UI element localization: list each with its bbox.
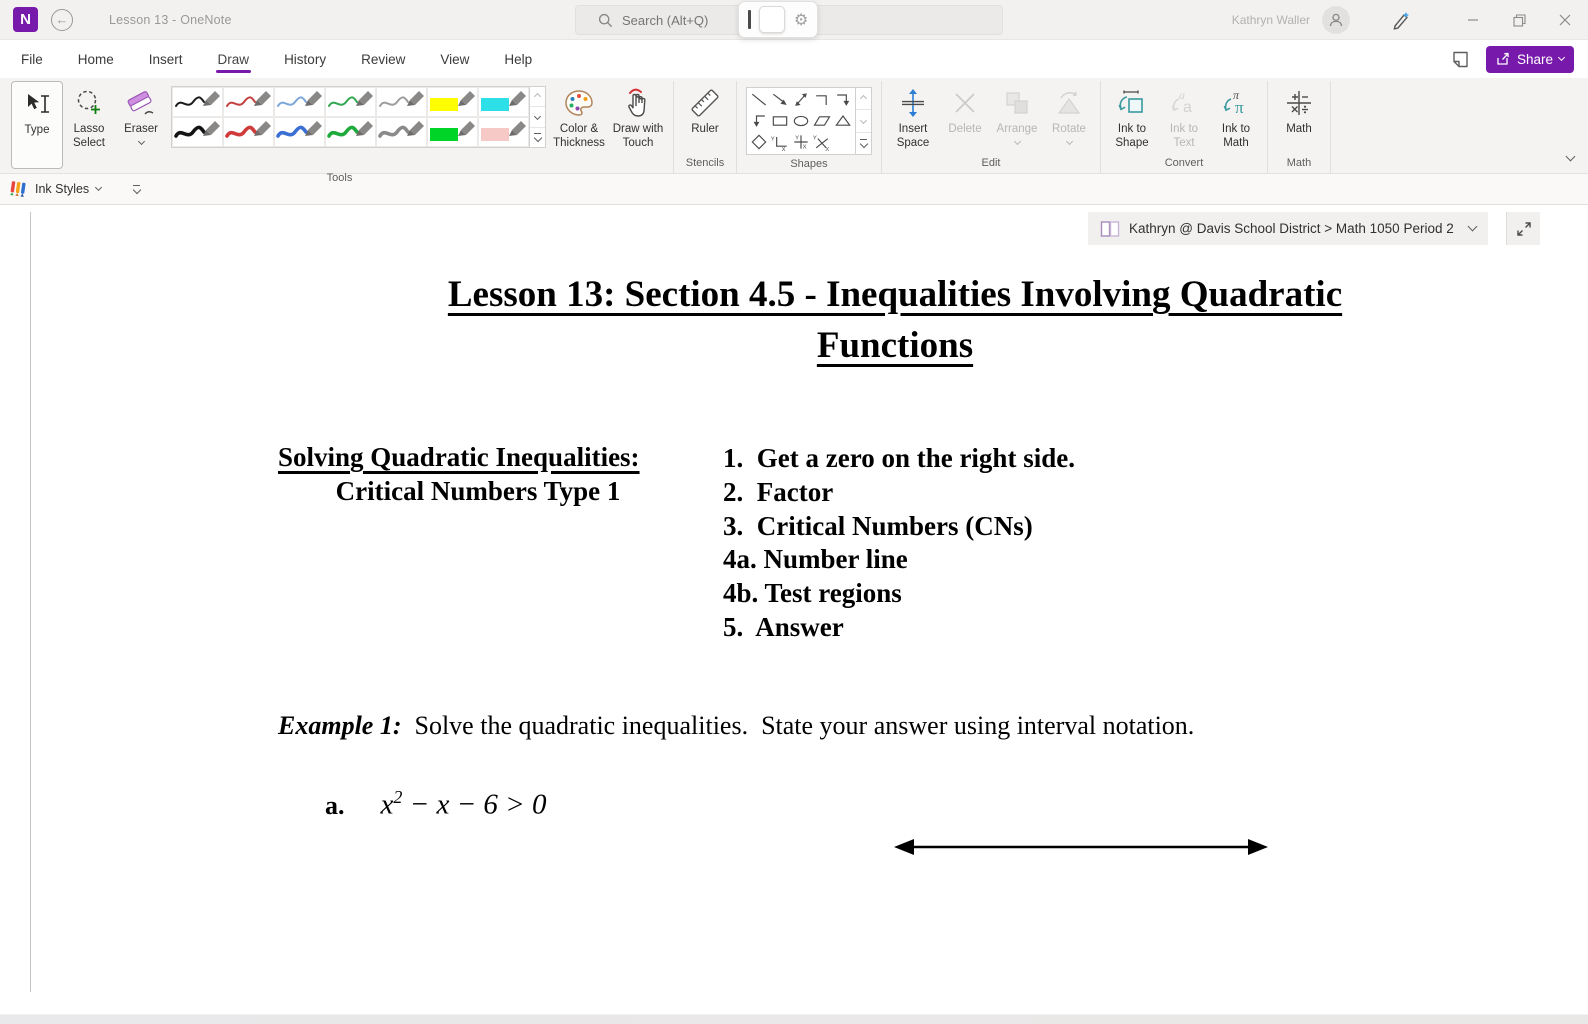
search-icon <box>598 13 613 28</box>
gray-marker[interactable] <box>376 117 427 147</box>
menu-home[interactable]: Home <box>77 51 114 67</box>
user-name: Kathryn Waller <box>1231 13 1310 27</box>
breadcrumb-text: Kathryn @ Davis School District > Math 1050 Period 2 <box>1129 221 1454 236</box>
step-line: 4b. Test regions <box>723 578 902 609</box>
shape-line[interactable] <box>749 90 769 110</box>
ink-to-math-label: Ink to Math <box>1221 123 1251 149</box>
onenote-logo-icon: N <box>13 7 38 32</box>
blue-marker[interactable] <box>274 117 325 147</box>
share-label: Share <box>1516 51 1553 67</box>
item-label: a. <box>325 790 345 820</box>
draw-with-touch-label: Draw with Touch <box>612 123 664 149</box>
group-label-edit: Edit <box>981 157 1001 169</box>
pink-highlighter[interactable] <box>478 117 529 147</box>
color-swatch[interactable] <box>759 6 785 33</box>
shape-gallery-down[interactable] <box>856 110 871 132</box>
shape-axis-quadrant[interactable] <box>770 132 790 152</box>
shape-triangle[interactable] <box>833 111 853 131</box>
ink-to-shape-button[interactable] <box>1106 81 1158 150</box>
expand-icon <box>1516 221 1532 237</box>
step-line: 4a. Number line <box>723 544 908 575</box>
group-label-tools: Tools <box>326 172 353 184</box>
pen-gallery-arrows <box>529 86 546 148</box>
close-button[interactable] <box>1542 0 1588 40</box>
silver-pen[interactable] <box>376 87 427 117</box>
svg-text:a: a <box>1179 88 1185 102</box>
page-title <box>330 269 1460 371</box>
shape-diamond[interactable] <box>749 132 769 152</box>
arrange-label: Arrange <box>996 123 1038 135</box>
rotate-label: Rotate <box>1052 123 1086 135</box>
shape-rectangle[interactable] <box>770 111 790 131</box>
pen-gallery-down[interactable] <box>530 107 545 127</box>
taskbar-strip <box>0 1014 1588 1024</box>
math-icon <box>1284 86 1314 120</box>
rotate-button <box>1043 81 1095 144</box>
green-marker[interactable] <box>325 117 376 147</box>
step-line: 1. Get a zero on the right side. <box>723 443 1075 473</box>
equation-line <box>325 787 546 822</box>
color-thickness-label: Color & Thickness <box>553 123 605 149</box>
shape-elbow[interactable] <box>812 90 832 110</box>
page-title-line2: Functions <box>816 325 974 366</box>
text-cursor-icon <box>748 10 751 29</box>
menu-insert[interactable]: Insert <box>148 51 183 67</box>
math-button[interactable] <box>1273 81 1325 137</box>
svg-text:X: X <box>802 144 807 151</box>
breadcrumb[interactable] <box>1088 212 1488 245</box>
lasso-select-button[interactable] <box>63 81 115 150</box>
svg-text:Y: Y <box>770 136 775 143</box>
menu-draw[interactable]: Draw <box>216 43 252 76</box>
group-label-convert: Convert <box>1164 157 1204 169</box>
ink-to-shape-label: Ink to Shape <box>1115 123 1149 149</box>
ink-styles-label: Ink Styles <box>35 182 90 196</box>
shape-gallery <box>746 87 855 155</box>
steps-list <box>723 442 1075 645</box>
shape-elbow-arrow-left[interactable] <box>749 111 769 131</box>
menu-items <box>19 43 534 76</box>
breadcrumb-chevron[interactable] <box>1467 222 1477 232</box>
red-pen[interactable] <box>223 87 274 117</box>
back-button[interactable]: ← <box>51 9 73 31</box>
shape-arrow[interactable] <box>770 90 790 110</box>
page-title-line1: Lesson 13: Section 4.5 - Inequalities Involving Quadratic <box>447 274 1343 315</box>
delete-label: Delete <box>948 123 982 135</box>
svg-text:Y: Y <box>795 135 800 142</box>
shape-gallery-arrows <box>855 87 872 155</box>
shape-gallery-up[interactable] <box>856 88 871 110</box>
shape-parallelogram[interactable] <box>812 111 832 131</box>
light-blue-pen[interactable] <box>274 87 325 117</box>
input-flyout <box>738 1 818 38</box>
menu-bar <box>0 40 1588 78</box>
cyan-highlighter[interactable] <box>478 87 529 117</box>
share-button[interactable] <box>1486 46 1574 73</box>
shape-ellipse[interactable] <box>791 111 811 131</box>
share-icon <box>1496 52 1511 66</box>
menu-help[interactable]: Help <box>504 51 533 67</box>
arrange-icon <box>1003 86 1031 120</box>
rotate-icon <box>1054 86 1084 120</box>
insert-space-button[interactable] <box>887 81 939 150</box>
example-label: Example 1: <box>278 711 402 740</box>
equation: $x^2 - x - 6 > 0$ <box>380 787 547 821</box>
red-marker[interactable] <box>223 117 274 147</box>
delete-button <box>939 81 991 137</box>
expand-page-button[interactable] <box>1506 212 1540 245</box>
step-line: 2. Factor <box>723 476 834 507</box>
ink-styles-pin-icon[interactable] <box>133 185 140 194</box>
green-highlighter[interactable] <box>427 117 478 147</box>
minimize-button[interactable] <box>1450 0 1496 40</box>
palette-icon <box>563 86 595 120</box>
shape-elbow-arrow[interactable] <box>833 90 853 110</box>
ink-to-math-icon <box>1220 86 1252 120</box>
delete-icon <box>952 86 978 120</box>
svg-text:X: X <box>781 147 786 153</box>
section-heading: Solving Quadratic Inequalities: <box>278 442 640 472</box>
black-marker[interactable] <box>172 117 223 147</box>
shape-axis-slant[interactable] <box>812 132 832 152</box>
notebook-icon <box>1100 220 1120 238</box>
insert-space-icon <box>898 86 928 120</box>
person-icon <box>1328 12 1344 28</box>
group-label-math: Math <box>1286 157 1312 169</box>
gear-icon[interactable]: ⚙ <box>793 10 809 29</box>
ruler-icon <box>689 86 721 120</box>
avatar[interactable] <box>1322 6 1350 34</box>
green-pen[interactable] <box>325 87 376 117</box>
ink-to-shape-icon <box>1116 86 1148 120</box>
svg-text:π: π <box>1235 98 1244 117</box>
restore-button[interactable] <box>1496 0 1542 40</box>
page-margin-line <box>30 212 31 992</box>
number-line-arrow[interactable] <box>892 834 1270 860</box>
group-label-stencils: Stencils <box>685 157 725 169</box>
feed-panel-icon[interactable] <box>1451 50 1470 69</box>
svg-text:X: X <box>825 147 830 153</box>
svg-text:π: π <box>1233 88 1240 102</box>
title-bar <box>0 0 1588 40</box>
svg-text:Y: Y <box>812 135 817 142</box>
color-thickness-button[interactable] <box>550 81 608 150</box>
svg-text:a: a <box>1183 99 1192 116</box>
type-label: Type <box>24 124 50 136</box>
inking-pen-icon[interactable] <box>1390 9 1412 31</box>
ink-to-text-button <box>1158 81 1210 150</box>
ribbon-group-tools <box>6 81 674 184</box>
ribbon-group-convert <box>1101 81 1268 173</box>
heading-block <box>278 442 678 507</box>
example-line <box>278 711 1194 741</box>
ribbon-collapse-button[interactable] <box>1567 147 1574 165</box>
touch-hand-icon <box>623 86 653 120</box>
type-icon <box>22 87 52 121</box>
type-button[interactable] <box>11 81 63 169</box>
ruler-button[interactable] <box>679 81 731 137</box>
lasso-icon <box>74 86 104 120</box>
pen-gallery-more[interactable] <box>530 128 545 147</box>
draw-with-touch-button[interactable] <box>608 81 668 150</box>
eraser-icon <box>125 86 157 120</box>
menu-history[interactable]: History <box>284 51 327 67</box>
step-line: 5. Answer <box>723 611 844 642</box>
eraser-label: Eraser <box>124 123 158 135</box>
math-label: Math <box>1286 123 1312 135</box>
ribbon-group-stencils <box>674 81 737 173</box>
ribbon-group-math <box>1268 81 1331 173</box>
pen-gallery-up[interactable] <box>530 87 545 107</box>
yellow-highlighter[interactable] <box>427 87 478 117</box>
shape-axis-cross[interactable] <box>791 132 811 152</box>
ribbon-group-edit <box>882 81 1101 173</box>
group-label-shapes: Shapes <box>790 158 828 170</box>
ribbon-group-shapes <box>737 81 882 173</box>
lasso-label: Lasso Select <box>73 123 105 149</box>
eraser-button[interactable] <box>115 81 167 144</box>
app-title: Lesson 13 - OneNote <box>109 12 232 27</box>
shape-double-arrow[interactable] <box>791 90 811 110</box>
menu-file[interactable]: File <box>21 51 43 67</box>
ink-to-math-button[interactable] <box>1210 81 1262 150</box>
arrange-button <box>991 81 1043 144</box>
page-canvas[interactable] <box>0 205 1588 1014</box>
step-line: 3. Critical Numbers (CNs) <box>723 510 1033 541</box>
section-subheading: Critical Numbers Type 1 <box>335 476 621 506</box>
ribbon <box>0 78 1588 184</box>
black-pen[interactable] <box>172 87 223 117</box>
insert-space-label: Insert Space <box>896 123 930 149</box>
pen-gallery <box>171 86 529 148</box>
ink-to-text-icon <box>1169 86 1199 120</box>
menu-view[interactable]: View <box>440 51 470 67</box>
ink-to-text-label: Ink to Text <box>1169 123 1199 149</box>
ruler-label: Ruler <box>691 123 719 135</box>
example-text: Solve the quadratic inequalities. State your answer using interval notation. <box>401 711 1195 740</box>
shape-gallery-more[interactable] <box>856 133 871 154</box>
menu-review[interactable]: Review <box>361 51 406 67</box>
